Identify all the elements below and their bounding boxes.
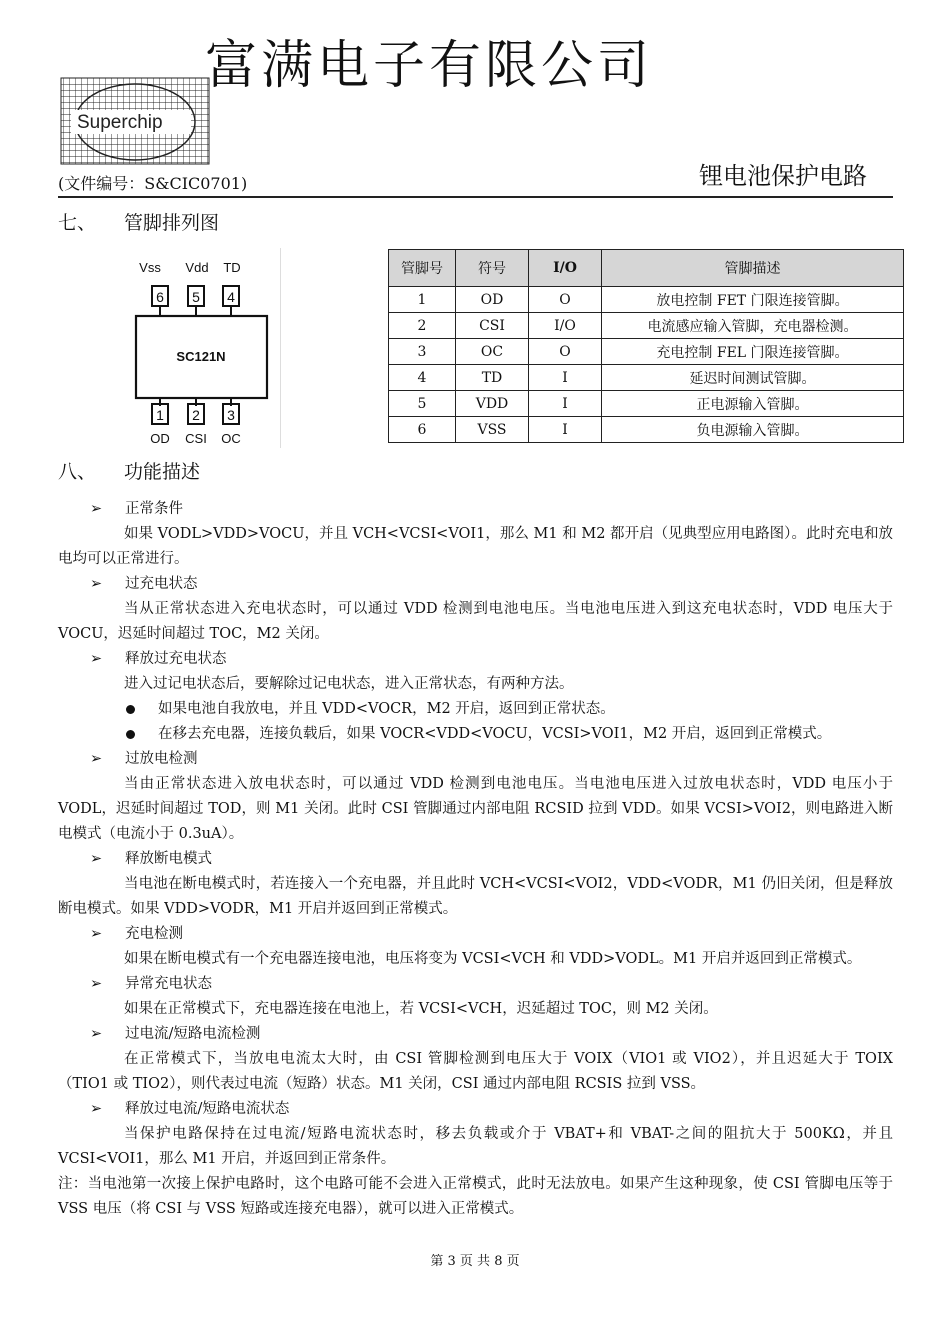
note: 注：当电池第一次接上保护电路时，这个电路可能不会进入正常模式，此时无法放电。如果产生这种现象，使 CSI 管脚电压等于 VSS 电压（将 CSI 与 VSS 短路或连接充电器），就可以进入正常模式。 [58, 1176, 893, 1217]
pin-table-row [389, 287, 904, 313]
document-number: (文件编号：S&CIC0701) [58, 174, 248, 193]
bullet-item: 如果电池自我放电，并且 VDD<VOCR，M2 开启，返回到正常状态。 [58, 697, 893, 722]
subsection-heading [58, 572, 893, 597]
pin-table-row [389, 313, 904, 339]
pin-label-top-2: Vdd [185, 260, 209, 275]
pin-number-1: 1 [156, 407, 164, 423]
subsection-title: 释放断电模式 [125, 851, 212, 867]
description-cell: 正电源输入管脚。 [602, 391, 904, 417]
subsection-title: 过电流/短路电流检测 [125, 1026, 261, 1042]
symbol-cell: VDD [456, 391, 529, 417]
pin-number-cell: 2 [389, 313, 456, 339]
pin-label-bottom-2: CSI [185, 431, 207, 446]
section-8-heading [58, 457, 200, 484]
header-pin-number: 管脚号 [389, 250, 456, 287]
pin-number-cell: 6 [389, 417, 456, 443]
subsection-title: 过放电检测 [125, 751, 198, 767]
pinout-diagram [125, 255, 277, 450]
symbol-cell: OC [456, 339, 529, 365]
pin-number-3: 3 [227, 407, 235, 423]
subsection-title: 异常充电状态 [125, 976, 212, 992]
paragraph: 当由正常状态进入放电状态时，可以通过 VDD 检测到电池电压。当电池电压进入过放电状态时，VDD 电压小于 VODL，迟延时间超过 TOD，则 M1 关闭。此时 CSI 管脚通过内部电阻 RCSID 拉到 VDD。如果 VCSI>VOI2，则电路进入断电模式（电流小于 0.3uA）。 [58, 776, 893, 842]
section-title: 功能描述 [124, 461, 201, 483]
paragraph: 如果在断电模式有一个充电器连接电池，电压将变为 VCSI<VCH 和 VDD>VODL。M1 开启并返回到正常模式。 [124, 951, 862, 967]
superchip-logo [57, 72, 217, 172]
subsection-title: 释放过电流/短路电流状态 [125, 1101, 290, 1117]
header-description: 管脚描述 [602, 250, 904, 287]
pin-number-6: 6 [156, 289, 164, 305]
io-cell: I/O [529, 313, 602, 339]
pin-number-cell: 4 [389, 365, 456, 391]
symbol-cell: OD [456, 287, 529, 313]
header-symbol: 符号 [456, 250, 529, 287]
function-description [58, 497, 893, 1222]
subsection-title: 充电检测 [125, 926, 183, 942]
header-rule [58, 196, 893, 198]
subsection-heading [58, 922, 893, 947]
pin-number-cell: 1 [389, 287, 456, 313]
subsection-heading [58, 1097, 893, 1122]
paragraph: 当电池在断电模式时，若连接入一个充电器，并且此时 VCH<VCSI<VOI2，VDD<VODR，M1 仍旧关闭，但是释放断电模式。如果 VDD>VODR，M1 开启并返回到正常模式。 [58, 876, 893, 917]
description-cell: 充电控制 FEL 门限连接管脚。 [602, 339, 904, 365]
subsection-heading [58, 1022, 893, 1047]
subsection-heading [58, 972, 893, 997]
subsection-heading [58, 497, 893, 522]
section-7-heading [58, 208, 219, 235]
product-title: 锂电池保护电路 [699, 162, 867, 190]
pin-label-top-1: Vss [139, 260, 161, 275]
pin-table-row [389, 339, 904, 365]
description-cell: 延迟时间测试管脚。 [602, 365, 904, 391]
subsection-heading [58, 847, 893, 872]
pin-label-top-3: TD [223, 260, 241, 275]
pin-table-row [389, 391, 904, 417]
page-footer: 第 3 页 共 8 页 [430, 1254, 520, 1269]
paragraph: 在正常模式下，当放电电流太大时，由 CSI 管脚检测到电压大于 VOIX（VIO1 或 VIO2），并且迟延大于 TOIX（TIO1 或 TIO2），则代表过电流（短路）状态。M1 关闭，CSI 通过内部电阻 RCSIS 拉到 VSS。 [58, 1051, 893, 1092]
symbol-cell: VSS [456, 417, 529, 443]
paragraph: 当从正常状态进入充电状态时，可以通过 VDD 检测到电池电压。当电池电压进入到这充电状态时，VDD 电压大于 VOCU，迟延时间超过 TOC，M2 关闭。 [58, 601, 893, 642]
pin-number-cell: 5 [389, 391, 456, 417]
pin-number-cell: 3 [389, 339, 456, 365]
pin-table [388, 249, 904, 443]
pin-table-row [389, 417, 904, 443]
symbol-cell: TD [456, 365, 529, 391]
description-cell: 放电控制 FET 门限连接管脚。 [602, 287, 904, 313]
pin-label-bottom-1: OD [150, 431, 170, 446]
company-name: 富满电子有限公司 [205, 36, 654, 96]
pin-number-4: 4 [227, 289, 235, 305]
subsection-title: 过充电状态 [125, 576, 198, 592]
subsection-title: 正常条件 [125, 501, 183, 517]
description-cell: 负电源输入管脚。 [602, 417, 904, 443]
bullet-item: 在移去充电器，连接负载后，如果 VOCR<VDD<VOCU，VCSI>VOI1，M2 开启，返回到正常模式。 [58, 722, 893, 747]
description-cell: 电流感应输入管脚，充电器检测。 [602, 313, 904, 339]
section-number: 七、 [58, 212, 97, 234]
pin-table-row [389, 365, 904, 391]
io-cell: I [529, 417, 602, 443]
io-cell: O [529, 339, 602, 365]
section-title: 管脚排列图 [124, 212, 220, 234]
header-io: I/O [529, 250, 602, 287]
logo-text: Superchip [77, 112, 163, 133]
io-cell: I [529, 365, 602, 391]
subsection-heading [58, 747, 893, 772]
section-number: 八、 [58, 461, 97, 483]
subsection-title: 释放过充电状态 [125, 651, 227, 667]
pin-table-header [389, 250, 904, 287]
paragraph: 如果在正常模式下，充电器连接在电池上，若 VCSI<VCH，迟延超过 TOC，则 M2 关闭。 [124, 1001, 718, 1017]
io-cell: O [529, 287, 602, 313]
io-cell: I [529, 391, 602, 417]
diagram-divider [280, 248, 281, 448]
paragraph: 当保护电路保持在过电流/短路电流状态时，移去负载或介于 VBAT+和 VBAT-之间的阻抗大于 500KΩ，并且 VCSI<VOI1，那么 M1 开启，并返回到正常条件。 [58, 1126, 893, 1167]
pin-label-bottom-3: OC [221, 431, 241, 446]
paragraph: 如果 VODL>VDD>VOCU，并且 VCH<VCSI<VOI1，那么 M1 和 M2 都开启（见典型应用电路图）。此时充电和放电均可以正常进行。 [58, 526, 893, 567]
pin-number-2: 2 [192, 407, 200, 423]
pin-number-5: 5 [192, 289, 200, 305]
subsection-heading [58, 647, 893, 672]
paragraph: 进入过记电状态后，要解除过记电状态，进入正常状态，有两种方法。 [124, 676, 574, 692]
package-label: SC121N [176, 349, 226, 364]
symbol-cell: CSI [456, 313, 529, 339]
